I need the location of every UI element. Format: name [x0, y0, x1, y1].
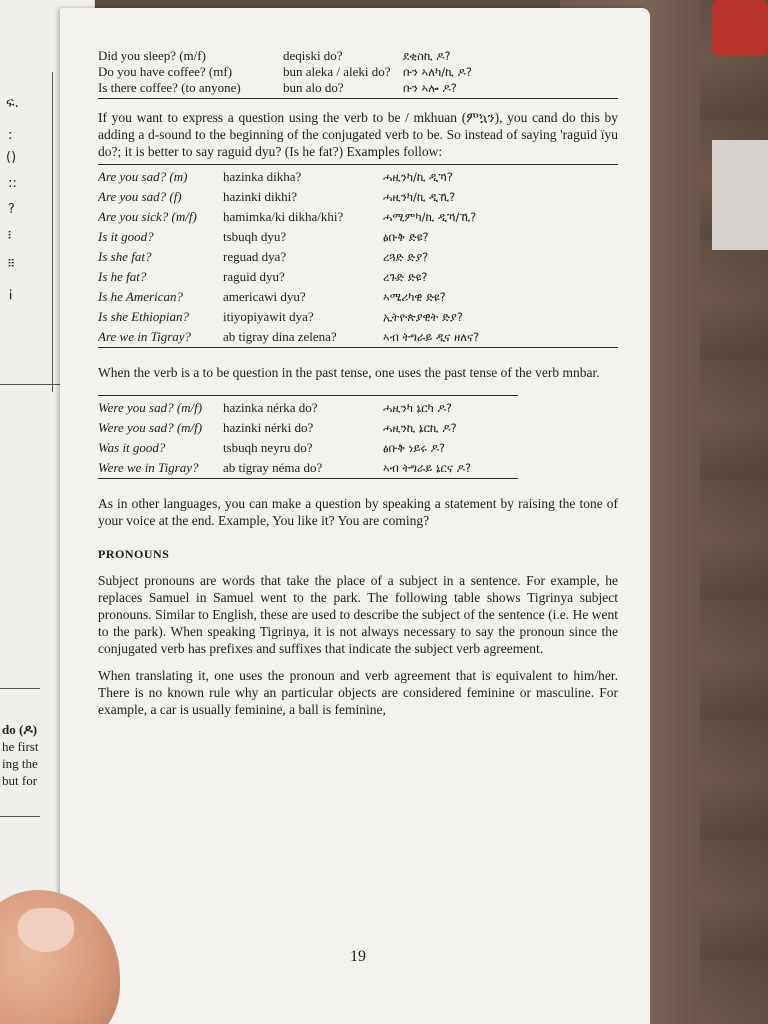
transliteration-cell: reguad dya? [223, 249, 287, 264]
english-cell: Is he fat? [98, 269, 147, 284]
tigrinya-cell: ሓዚንካ ኔርካ ዶ? [383, 401, 452, 415]
table-row [98, 229, 618, 245]
left-text-line: but for [2, 773, 38, 788]
section-heading: PRONOUNS [98, 547, 170, 561]
paragraph-intonation: As in other languages, you can make a question by speaking a statement by raising the tone of your voice at the end. Example, You like it? You are coming? [98, 496, 618, 528]
table-to-be-examples [98, 169, 618, 348]
thumbnail [18, 908, 74, 952]
tigrinya-cell: ቡን ኣለካ/ኪ ዶ? [403, 65, 472, 79]
table-row [98, 309, 618, 325]
table-row [98, 209, 618, 225]
left-glyph: ? [8, 202, 15, 217]
page-number: 19 [350, 948, 366, 965]
transliteration-cell: hamimka/ki dikha/khi? [223, 209, 344, 224]
background-red-object [712, 0, 768, 56]
tigrinya-cell: ፅቡቅ ነይሩ ዶ? [383, 441, 446, 455]
book-page [60, 8, 650, 1024]
left-page-rule [0, 688, 40, 689]
table-past-tense-examples [98, 400, 618, 479]
table-rule [98, 164, 618, 165]
tigrinya-cell: ሓዚንካ/ኪ ዲኺ? [383, 190, 456, 204]
table-row [98, 64, 618, 80]
left-glyph: ፧፧ [8, 256, 15, 271]
english-cell: Were we in Tigray? [98, 460, 199, 475]
transliteration-cell: hazinki dikhi? [223, 189, 298, 204]
english-cell: Are you sad? (m) [98, 169, 188, 184]
table-row [98, 289, 618, 305]
table-row [98, 269, 618, 285]
tigrinya-cell: ኣብ ትግራይ ዲና ዘለና? [383, 330, 480, 344]
english-cell: Is there coffee? (to anyone) [98, 80, 241, 95]
transliteration-cell: deqiski do? [283, 48, 343, 63]
english-cell: Are you sad? (f) [98, 189, 182, 204]
transliteration-cell: ab tigray dina zelena? [223, 329, 337, 344]
transliteration-cell: bun alo do? [283, 80, 344, 95]
page-content [98, 48, 618, 965]
table-row [98, 329, 618, 345]
english-cell: Is she Ethiopian? [98, 309, 189, 324]
english-cell: Do you have coffee? (mf) [98, 64, 233, 79]
tigrinya-cell: ሓዚንካ/ኪ ዲኻ? [383, 170, 453, 184]
tigrinya-cell: ረጉድ ድዩ? [383, 270, 428, 284]
table-row [98, 440, 618, 456]
english-cell: Is he American? [98, 289, 183, 304]
transliteration-cell: tsbuqh neyru do? [223, 440, 313, 455]
table-row [98, 460, 618, 476]
left-glyph: ¡ [8, 286, 14, 301]
english-cell: Is she fat? [98, 249, 152, 264]
table-top-questions [98, 48, 618, 99]
transliteration-cell: itiyopiyawit dya? [223, 309, 314, 324]
table-rule [98, 98, 618, 99]
tigrinya-cell: ሓሚምካ/ኪ ዲኻ/ኺ? [383, 210, 477, 224]
tigrinya-cell: ፅቡቅ ድዩ? [383, 230, 429, 244]
table-rule [98, 395, 518, 396]
table-row [98, 169, 618, 185]
table-rule [98, 478, 518, 479]
tigrinya-cell: ረጓድ ድያ? [383, 250, 429, 264]
table-row [98, 80, 618, 96]
table-row [98, 249, 618, 265]
left-text-line: he first [2, 739, 39, 754]
tigrinya-cell: ቡን ኣሎ ዶ? [403, 81, 457, 95]
transliteration-cell: americawi dyu? [223, 289, 306, 304]
transliteration-cell: hazinka dikha? [223, 169, 302, 184]
left-text-line: do (ዶ) [2, 722, 38, 737]
tigrinya-cell: ደቂስኪ ዶ? [403, 49, 451, 63]
english-cell: Did you sleep? (m/f) [98, 48, 206, 63]
paragraph-to-be-questions: If you want to express a question using the verb to be / mkhuan (ምኳን), you cand do this by adding a d-sound to the beginning of the conjugated verb to be. So instead of saying 'raguid ïyu do?; it is better to say raguid dyu? (Is he fat?) Examples follow: [98, 110, 618, 159]
transliteration-cell: hazinka nérka do? [223, 400, 318, 415]
english-cell: Are you sick? (m/f) [98, 209, 197, 224]
table-row [98, 420, 618, 436]
left-glyph: ፧ [8, 228, 12, 243]
transliteration-cell: ab tigray néma do? [223, 460, 323, 475]
english-cell: Were you sad? (m/f) [98, 420, 203, 435]
left-text-line: ing the [2, 756, 38, 771]
english-cell: Were you sad? (m/f) [98, 400, 203, 415]
background-window [712, 140, 768, 250]
transliteration-cell: hazinki nérki do? [223, 420, 314, 435]
left-glyph: : [8, 128, 13, 143]
tigrinya-cell: ኢትዮጵያዊት ድያ? [383, 310, 463, 324]
left-page-rule [0, 816, 40, 817]
table-row [98, 400, 618, 416]
table-row [98, 48, 618, 64]
transliteration-cell: bun aleka / aleki do? [283, 64, 391, 79]
left-page-divider [52, 72, 53, 392]
left-glyph: :: [8, 176, 17, 191]
table-row [98, 189, 618, 205]
paragraph-past-tense: When the verb is a to be question in the past tense, one uses the past tense of the verb mnbar. [98, 365, 600, 380]
paragraph-subject-pronouns: Subject pronouns are words that take the place of a subject in a sentence. For example, he replaces Samuel in Samuel went to the park. The following table shows Tigrinya subject pronouns. Similar to English, these are used to describe the subject of the sentence (i.e. He went to the park). When speaking Tigrinya, it is not always necessary to say the pronoun since the conjugated verb has prefixes and suffixes that indicate the subject verb agreement. [98, 573, 618, 656]
left-glyph: ፍ. [6, 96, 19, 111]
english-cell: Is it good? [98, 229, 154, 244]
tigrinya-cell: ኣብ ትግራይ ኔርና ዶ? [383, 461, 472, 475]
tigrinya-cell: ኣሜሪካዊ ድዩ? [383, 290, 446, 304]
english-cell: Was it good? [98, 440, 166, 455]
transliteration-cell: tsbuqh dyu? [223, 229, 287, 244]
paragraph-translating-it: When translating it, one uses the pronoun and verb agreement that is equivalent to him/her. There is no known rule why an particular objects are considered feminine or masculine. For example, a car is usually feminine, a ball is feminine, [98, 668, 618, 717]
left-glyph: () [6, 150, 17, 165]
table-rule [98, 347, 618, 348]
transliteration-cell: raguid dyu? [223, 269, 285, 284]
english-cell: Are we in Tigray? [98, 329, 192, 344]
tigrinya-cell: ሓዚንኪ ኔርኪ ዶ? [383, 421, 457, 435]
